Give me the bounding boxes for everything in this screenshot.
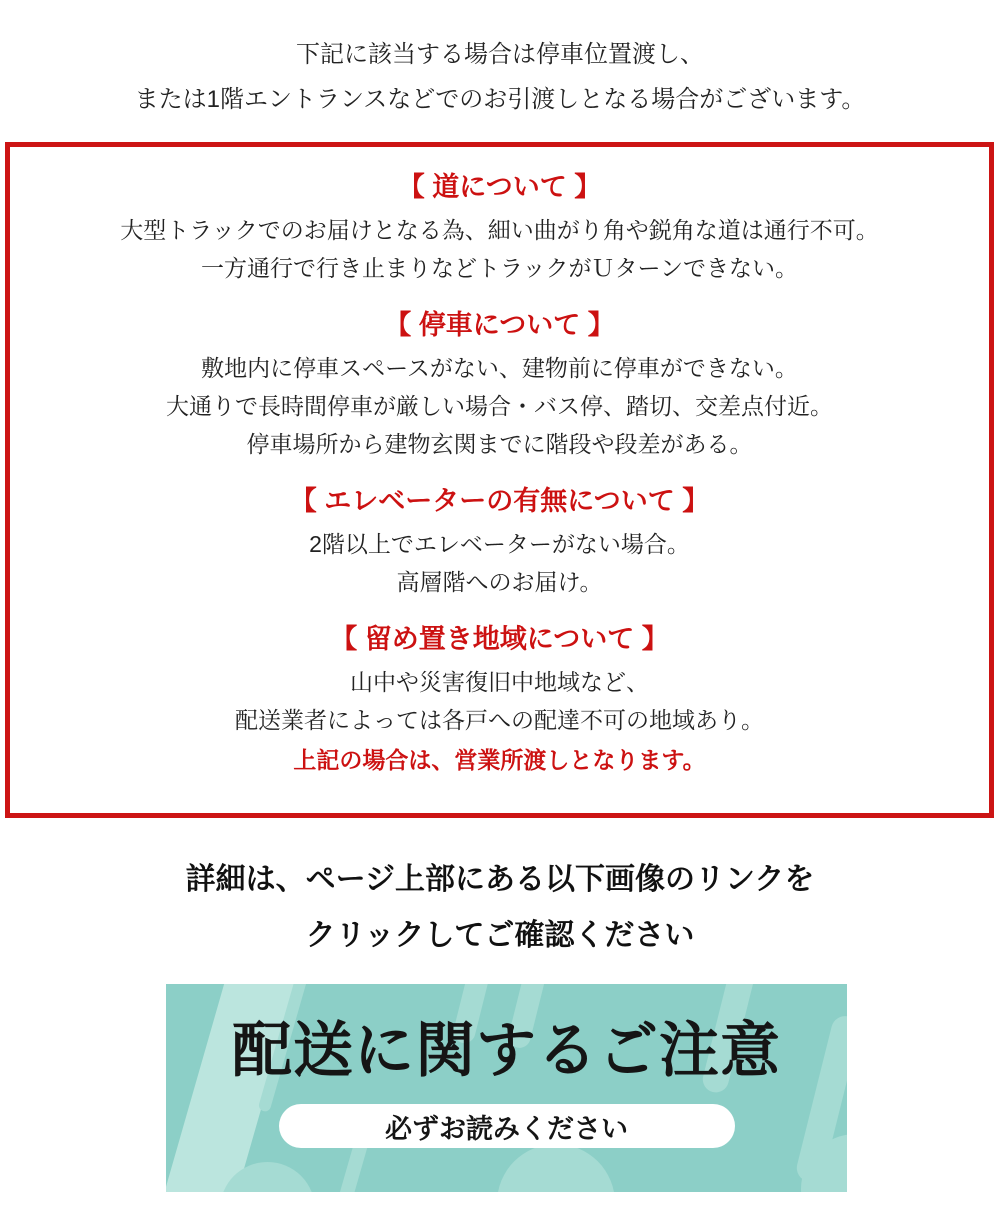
section-parking-line-1: 敷地内に停車スペースがない、建物前に停車ができない。 [201,355,798,381]
delivery-caution-banner-link[interactable] [166,984,847,1192]
section-heading-elevator: 【 エレベーターの有無について 】 [289,486,710,516]
delivery-notice-box [5,142,994,818]
office-pickup-warning: 上記の場合は、営業所渡しとなります。 [293,747,706,773]
section-heading-parking: 【 停車について 】 [384,310,615,340]
notice-section-elevator [10,481,989,601]
section-heading-road: 【 道について 】 [397,172,602,202]
notice-section-parking [10,305,989,463]
footer-instruction-line-1: 詳細は、ページ上部にある以下画像のリンクを [185,863,815,896]
section-elevator-line-2: 高層階へのお届け。 [396,569,603,595]
intro-text [0,0,1000,122]
section-road-line-1: 大型トラックでのお届けとなる為、細い曲がり角や鋭角な道は通行不可。 [120,217,879,243]
notice-section-road [10,167,989,287]
intro-line-2: または1階エントランスなどでのお引渡しとなる場合がございます。 [134,86,866,113]
section-heading-remote-area: 【 留め置き地域について 】 [330,624,669,654]
section-parking-line-3: 停車場所から建物玄関までに階段や段差がある。 [246,431,753,457]
section-remote-area-line-2: 配送業者によっては各戸への配達不可の地域あり。 [235,707,764,733]
banner-title: 配送に関するご注意 [232,1017,781,1084]
footer-instruction-line-2: クリックしてご確認ください [305,919,695,952]
banner-decor-circle [497,1144,615,1192]
notice-section-remote-area [10,619,989,739]
footer-instruction [0,852,1000,964]
section-remote-area-line-1: 山中や災害復旧中地域など、 [350,669,649,695]
intro-line-1: 下記に該当する場合は停車位置渡し、 [296,41,704,68]
section-elevator-line-1: 2階以上でエレベーターがない場合。 [309,531,690,557]
section-road-line-2: 一方通行で行き止まりなどトラックがＵターンできない。 [200,255,799,281]
banner-read-button[interactable] [279,1104,735,1148]
banner-read-button-label: 必ずお読みください [385,1113,628,1144]
section-parking-line-2: 大通りで長時間停車が厳しい場合・バス停、踏切、交差点付近。 [166,393,833,419]
